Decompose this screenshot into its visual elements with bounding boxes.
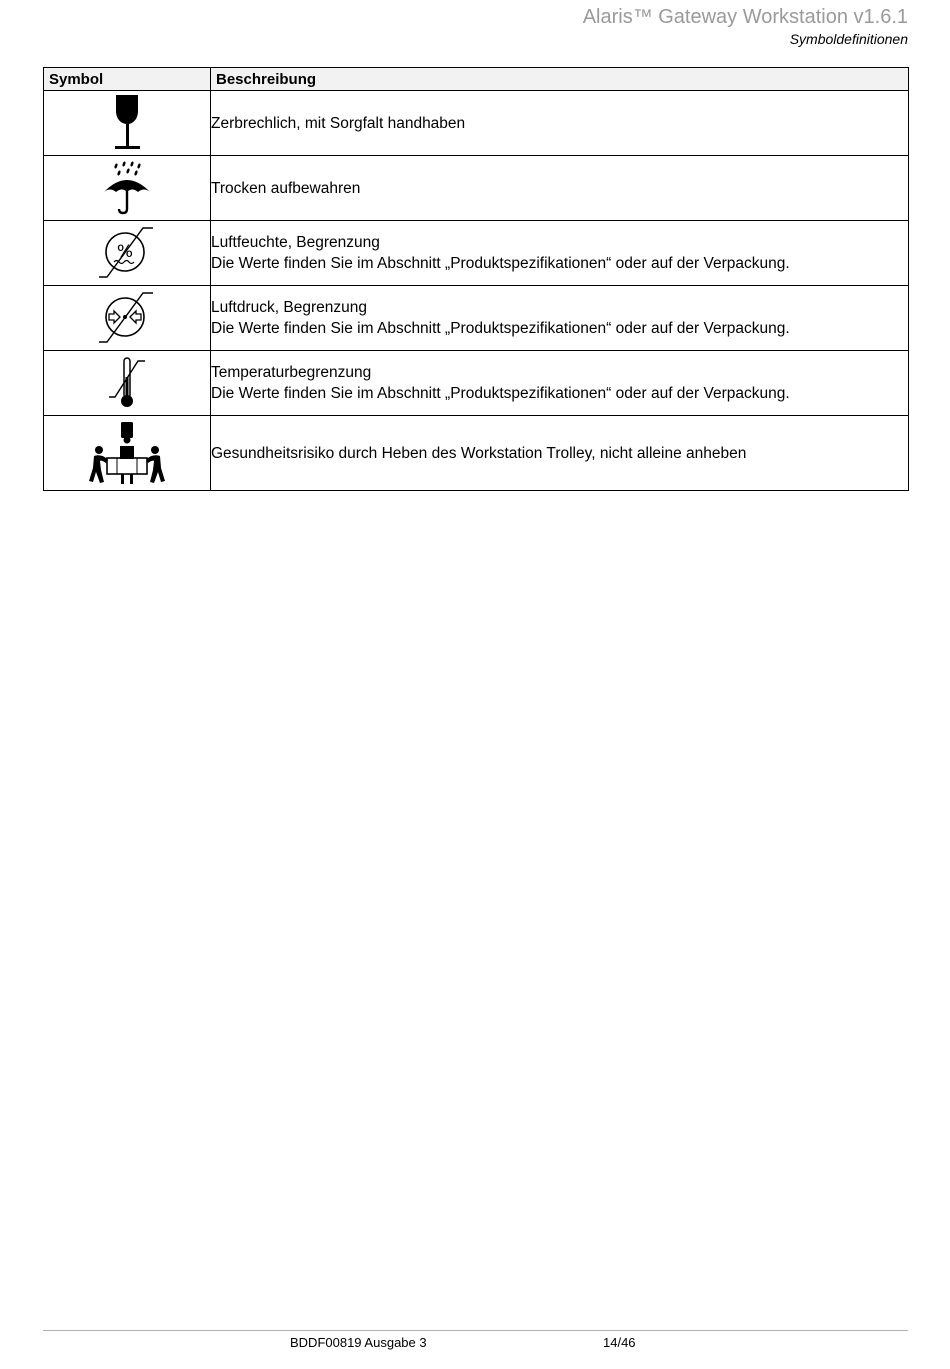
document-title: Alaris™ Gateway Workstation v1.6.1 xyxy=(582,6,908,28)
page-header xyxy=(583,4,908,48)
symbol-cell xyxy=(44,91,211,156)
table-row xyxy=(44,91,909,156)
two-person-lift-icon xyxy=(89,420,165,486)
keep-dry-umbrella-icon xyxy=(102,160,152,216)
pressure-limit-icon xyxy=(98,290,156,346)
table-row xyxy=(44,221,909,286)
description-line: Trocken aufbewahren xyxy=(211,179,361,197)
description-cell xyxy=(211,351,909,416)
description-cell xyxy=(211,91,909,156)
description-line: Luftdruck, Begrenzung xyxy=(211,299,367,316)
description-line: Die Werte finden Sie im Abschnitt „Produktspezifikationen“ oder auf der Verpackung. xyxy=(211,385,790,402)
footer-document-number: BDDF00819 Ausgabe 3 xyxy=(290,1335,427,1350)
description-line: Gesundheitsrisiko durch Heben des Workstation Trolley, nicht alleine anheben xyxy=(211,444,747,462)
description-line: Luftfeuchte, Begrenzung xyxy=(211,234,380,251)
table-row xyxy=(44,286,909,351)
description-cell xyxy=(211,286,909,351)
description-cell xyxy=(211,156,909,221)
fragile-glass-icon xyxy=(107,93,147,153)
table-row xyxy=(44,156,909,221)
footer-page-number: 14/46 xyxy=(603,1335,636,1350)
footer-divider xyxy=(43,1330,908,1331)
symbol-cell xyxy=(44,156,211,221)
description-line: Die Werte finden Sie im Abschnitt „Produktspezifikationen“ oder auf der Verpackung. xyxy=(211,320,790,337)
table-row xyxy=(44,416,909,491)
column-header-description: Beschreibung xyxy=(211,68,909,91)
symbol-cell xyxy=(44,416,211,491)
column-header-symbol: Symbol xyxy=(44,68,211,91)
temperature-limit-icon xyxy=(105,355,149,411)
section-title: Symboldefinitionen xyxy=(789,31,908,47)
table-row xyxy=(44,351,909,416)
symbol-cell xyxy=(44,221,211,286)
table-header-row xyxy=(44,68,909,91)
description-line: Temperaturbegrenzung xyxy=(211,364,372,381)
symbol-cell xyxy=(44,351,211,416)
description-line: Die Werte finden Sie im Abschnitt „Produktspezifikationen“ oder auf der Verpackung. xyxy=(211,255,790,272)
description-cell xyxy=(211,221,909,286)
symbol-cell xyxy=(44,286,211,351)
svg-text:%: % xyxy=(116,242,134,262)
humidity-limit-icon xyxy=(98,225,156,281)
description-line: Zerbrechlich, mit Sorgfalt handhaben xyxy=(211,114,466,132)
symbol-definitions-table xyxy=(43,67,909,491)
description-cell xyxy=(211,416,909,491)
